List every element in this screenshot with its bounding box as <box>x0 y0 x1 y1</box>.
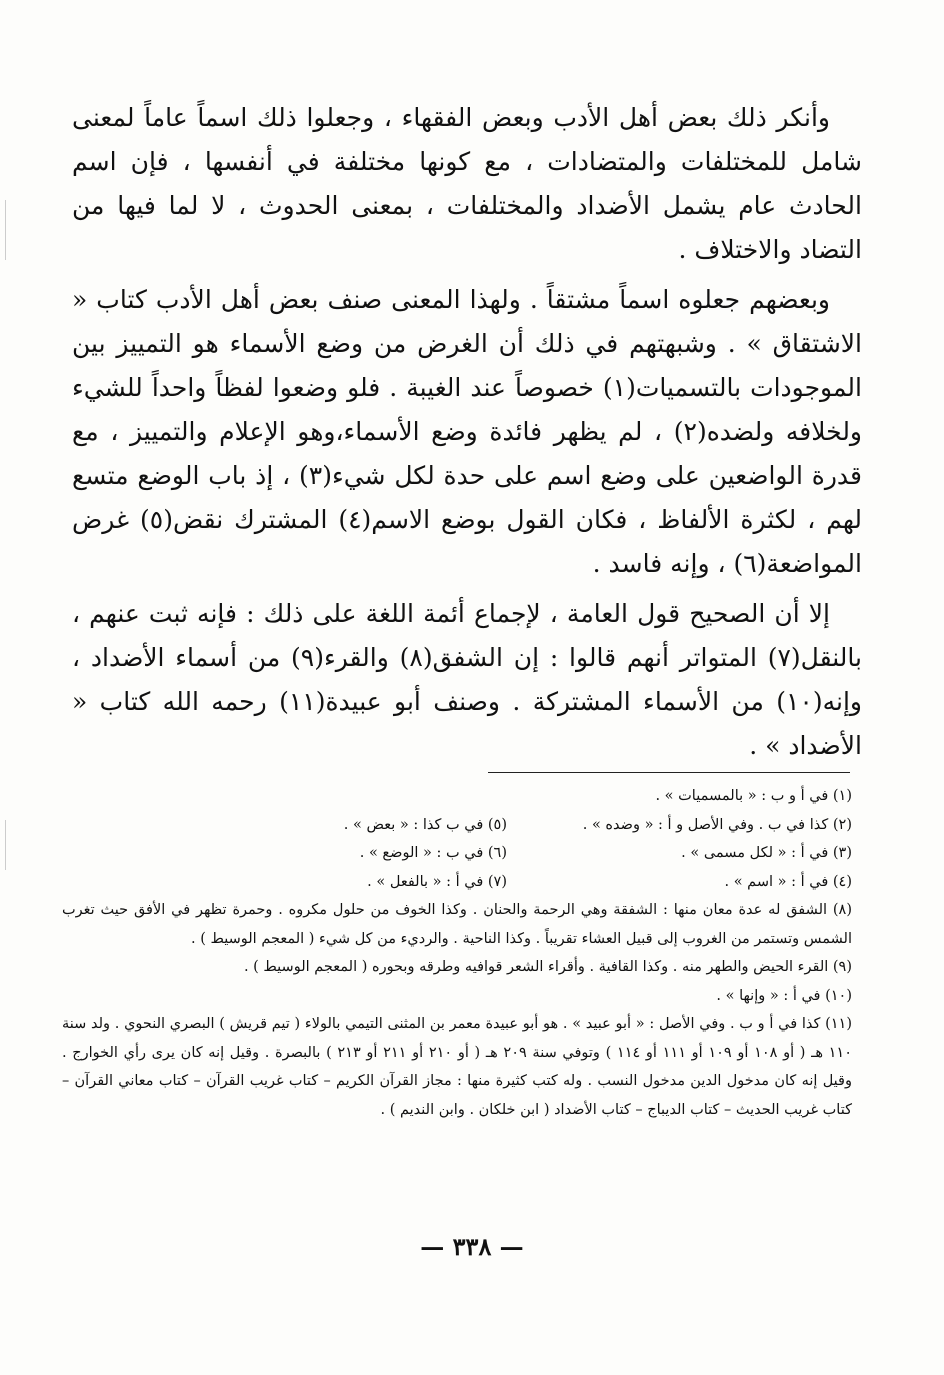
body-paragraph-3: إلا أن الصحيح قول العامة ، لإجماع أئمة اللغة على ذلك : فإنه ثبت عنهم ، بالنقل(٧) المتواتر أنهم قالوا : إن الشفق(٨) والقرء(٩) من أسماء الأضداد ، وإنه(١٠) من الأسماء المشتركة . وصنف أبو عبيدة(١١) رحمه الله كتاب « الأضداد » . <box>72 599 862 760</box>
footnote-1: (١) في أ و ب : « بالمسميات » . <box>655 788 852 804</box>
footnote-row <box>62 782 852 811</box>
scan-edge-mark <box>5 200 6 260</box>
footnote-3: (٣) في أ : « لكل مسمى » . <box>681 845 852 861</box>
footnote-8: (٨) الشفق له عدة معان منها : الشفقة وهي الرحمة والحنان . وكذا الخوف من حلول مكروه . وحمرة تظهر في الأفق حيث تغرب الشمس وتستمر من الغروب إلى قبيل العشاء تقريباً . وكذا الناحية . والرديء من كل شيء ( المعجم الوسيط ) . <box>62 902 852 947</box>
body-paragraph-1: وأنكر ذلك بعض أهل الأدب وبعض الفقهاء ، وجعلوا ذلك اسماً عاماً لمعنى شامل للمختلفات والمتضادات ، مع كونها مختلفة في أنفسها ، فإن اسم الحادث عام يشمل الأضداد والمختلفات ، بمعنى الحدوث ، لا لما فيها من التضاد والاختلاف . <box>72 103 862 264</box>
footnote-separator <box>488 772 850 773</box>
footnote-2: (٢) كذا في ب . وفي الأصل و أ : « وضده » . <box>582 816 852 833</box>
footnote-10: (١٠) في أ : « وإنها » . <box>716 987 852 1004</box>
footnote-row <box>62 811 852 840</box>
footnote-9: (٩) القرء الحيض والطهر منه . وكذا القافية . وأقراء الشعر قوافيه وطرقه وبحوره ( المعجم الوسيط ) . <box>243 959 852 975</box>
footnote-7: (٧) في أ : « بالفعل » . <box>367 873 507 890</box>
footnote-5: (٥) في ب كذا : « بعض » . <box>343 816 507 833</box>
main-text <box>72 96 862 774</box>
footnote-6: (٦) في ب : « الوضع » . <box>359 845 507 861</box>
footnote-row <box>62 868 852 897</box>
footnote-4: (٤) في أ : « اسم » . <box>724 873 852 890</box>
scan-edge-mark <box>5 820 6 870</box>
body-paragraph-2: وبعضهم جعلوه اسماً مشتقاً . ولهذا المعنى صنف بعض أهل الأدب كتاب « الاشتقاق » . وشبهتهم في ذلك أن الغرض من وضع الأسماء هو التمييز بين الموجودات بالتسميات(١) خصوصاً عند الغيبة . فلو وضعوا لفظاً واحداً للشيء ولخلافه ولضده(٢) ، لم يظهر فائدة وضع الأسماء،وهو الإعلام والتمييز ، مع قدرة الواضعين على وضع اسم على حدة لكل شيء(٣) ، إذ باب الوضع متسع لهم ، لكثرة الألفاظ ، فكان القول بوضع الاسم(٤) المشترك نقض(٥) غرض المواضعة(٦) ، وإنه فاسد . <box>72 285 863 578</box>
page-number: — ٣٣٨ — <box>420 1232 524 1261</box>
footnote-11: (١١) كذا في أ و ب . وفي الأصل : « أبو عبيد » . هو أبو عبيدة معمر بن المثنى التيمي بالولاء ( تيم قريش ) البصري النحوي . ولد سنة ١١٠ هـ ( أو ١٠٨ أو ١٠٩ أو ١١١ أو ١١٤ ) وتوفي سنة ٢٠٩ هـ ( أو ٢١٠ أو ٢١١ أو ٢١٣ ) بالبصرة . وقيل إنه كان يرى رأي الخوارج . وقيل إنه كان مدخول الدين مدخول النسب . وله كتب كثيرة منها : مجاز القرآن الكريم – كتاب غريب القرآن – كتاب معاني القرآن – كتاب غريب الحديث – كتاب الديباج – كتاب الأضداد ( ابن خلكان . وابن النديم ) . <box>62 1016 853 1118</box>
footnote-row <box>62 839 852 868</box>
footnotes <box>62 782 852 1124</box>
